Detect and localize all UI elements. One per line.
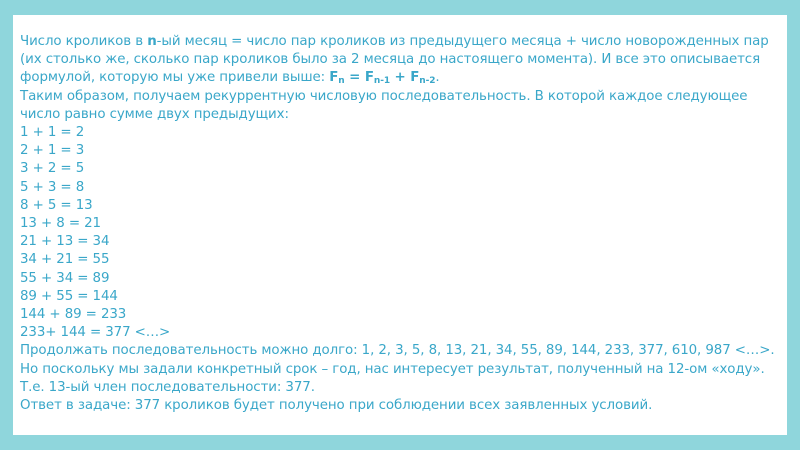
equation-list — [20, 124, 782, 342]
variable-n: n — [147, 34, 157, 49]
equation-line: 13 + 8 = 21 — [20, 216, 101, 232]
equation-line: 34 + 21 = 55 — [20, 252, 110, 268]
fibonacci-formula — [329, 70, 435, 85]
formula-eq: = F — [344, 70, 374, 86]
equation-line: 8 + 5 = 13 — [20, 197, 93, 213]
intro-paragraph — [20, 33, 782, 88]
equation-line: 89 + 55 = 144 — [20, 288, 118, 304]
sequence-intro-paragraph: Таким образом, получаем рекуррентную числовую последовательность. В которой каждое следующее число равно сумме двух предыдущих: — [20, 88, 748, 122]
formula-f: F — [329, 70, 339, 86]
formula-sub-n2: n-2 — [419, 76, 436, 87]
intro-text-2: -ый месяц = число пар кроликов из предыдущего месяца + число новорожденных пар (их столько же, сколько пар кроликов было за 2 месяца до настоящего момента). И все это описывается формулой, которую мы уже привели выше: — [20, 34, 769, 86]
equation-line: 144 + 89 = 233 — [20, 307, 127, 323]
slide — [13, 15, 787, 435]
equation-line: 3 + 2 = 5 — [20, 161, 85, 177]
equation-line: 21 + 13 = 34 — [20, 234, 110, 250]
equation-line: 55 + 34 = 89 — [20, 270, 110, 286]
equation-line: 1 + 1 = 2 — [20, 125, 85, 141]
formula-sub-n1: n-1 — [373, 76, 390, 87]
formula-plus: + F — [390, 70, 420, 86]
slide-text — [20, 33, 782, 415]
equation-line: 233+ 144 = 377 <…> — [20, 325, 171, 341]
answer-paragraph: Ответ в задаче: 377 кроликов будет получено при соблюдении всех заявленных условий. — [20, 398, 653, 414]
equation-line: 5 + 3 = 8 — [20, 179, 85, 195]
equation-line: 2 + 1 = 3 — [20, 143, 85, 159]
continuation-paragraph: Продолжать последовательность можно долго: 1, 2, 3, 5, 8, 13, 21, 34, 55, 89, 144, 233, 377, 610, 987 <…>. Но поскольку мы задали конкретный срок – год, нас интересует результат, полученный на 12-ом «ходу». Т.е. 13-ый член последовательности: 377. — [20, 343, 775, 395]
intro-text-1: Число кроликов в — [20, 34, 148, 49]
formula-end: . — [435, 70, 440, 86]
formula-sub-n: n — [338, 76, 345, 87]
